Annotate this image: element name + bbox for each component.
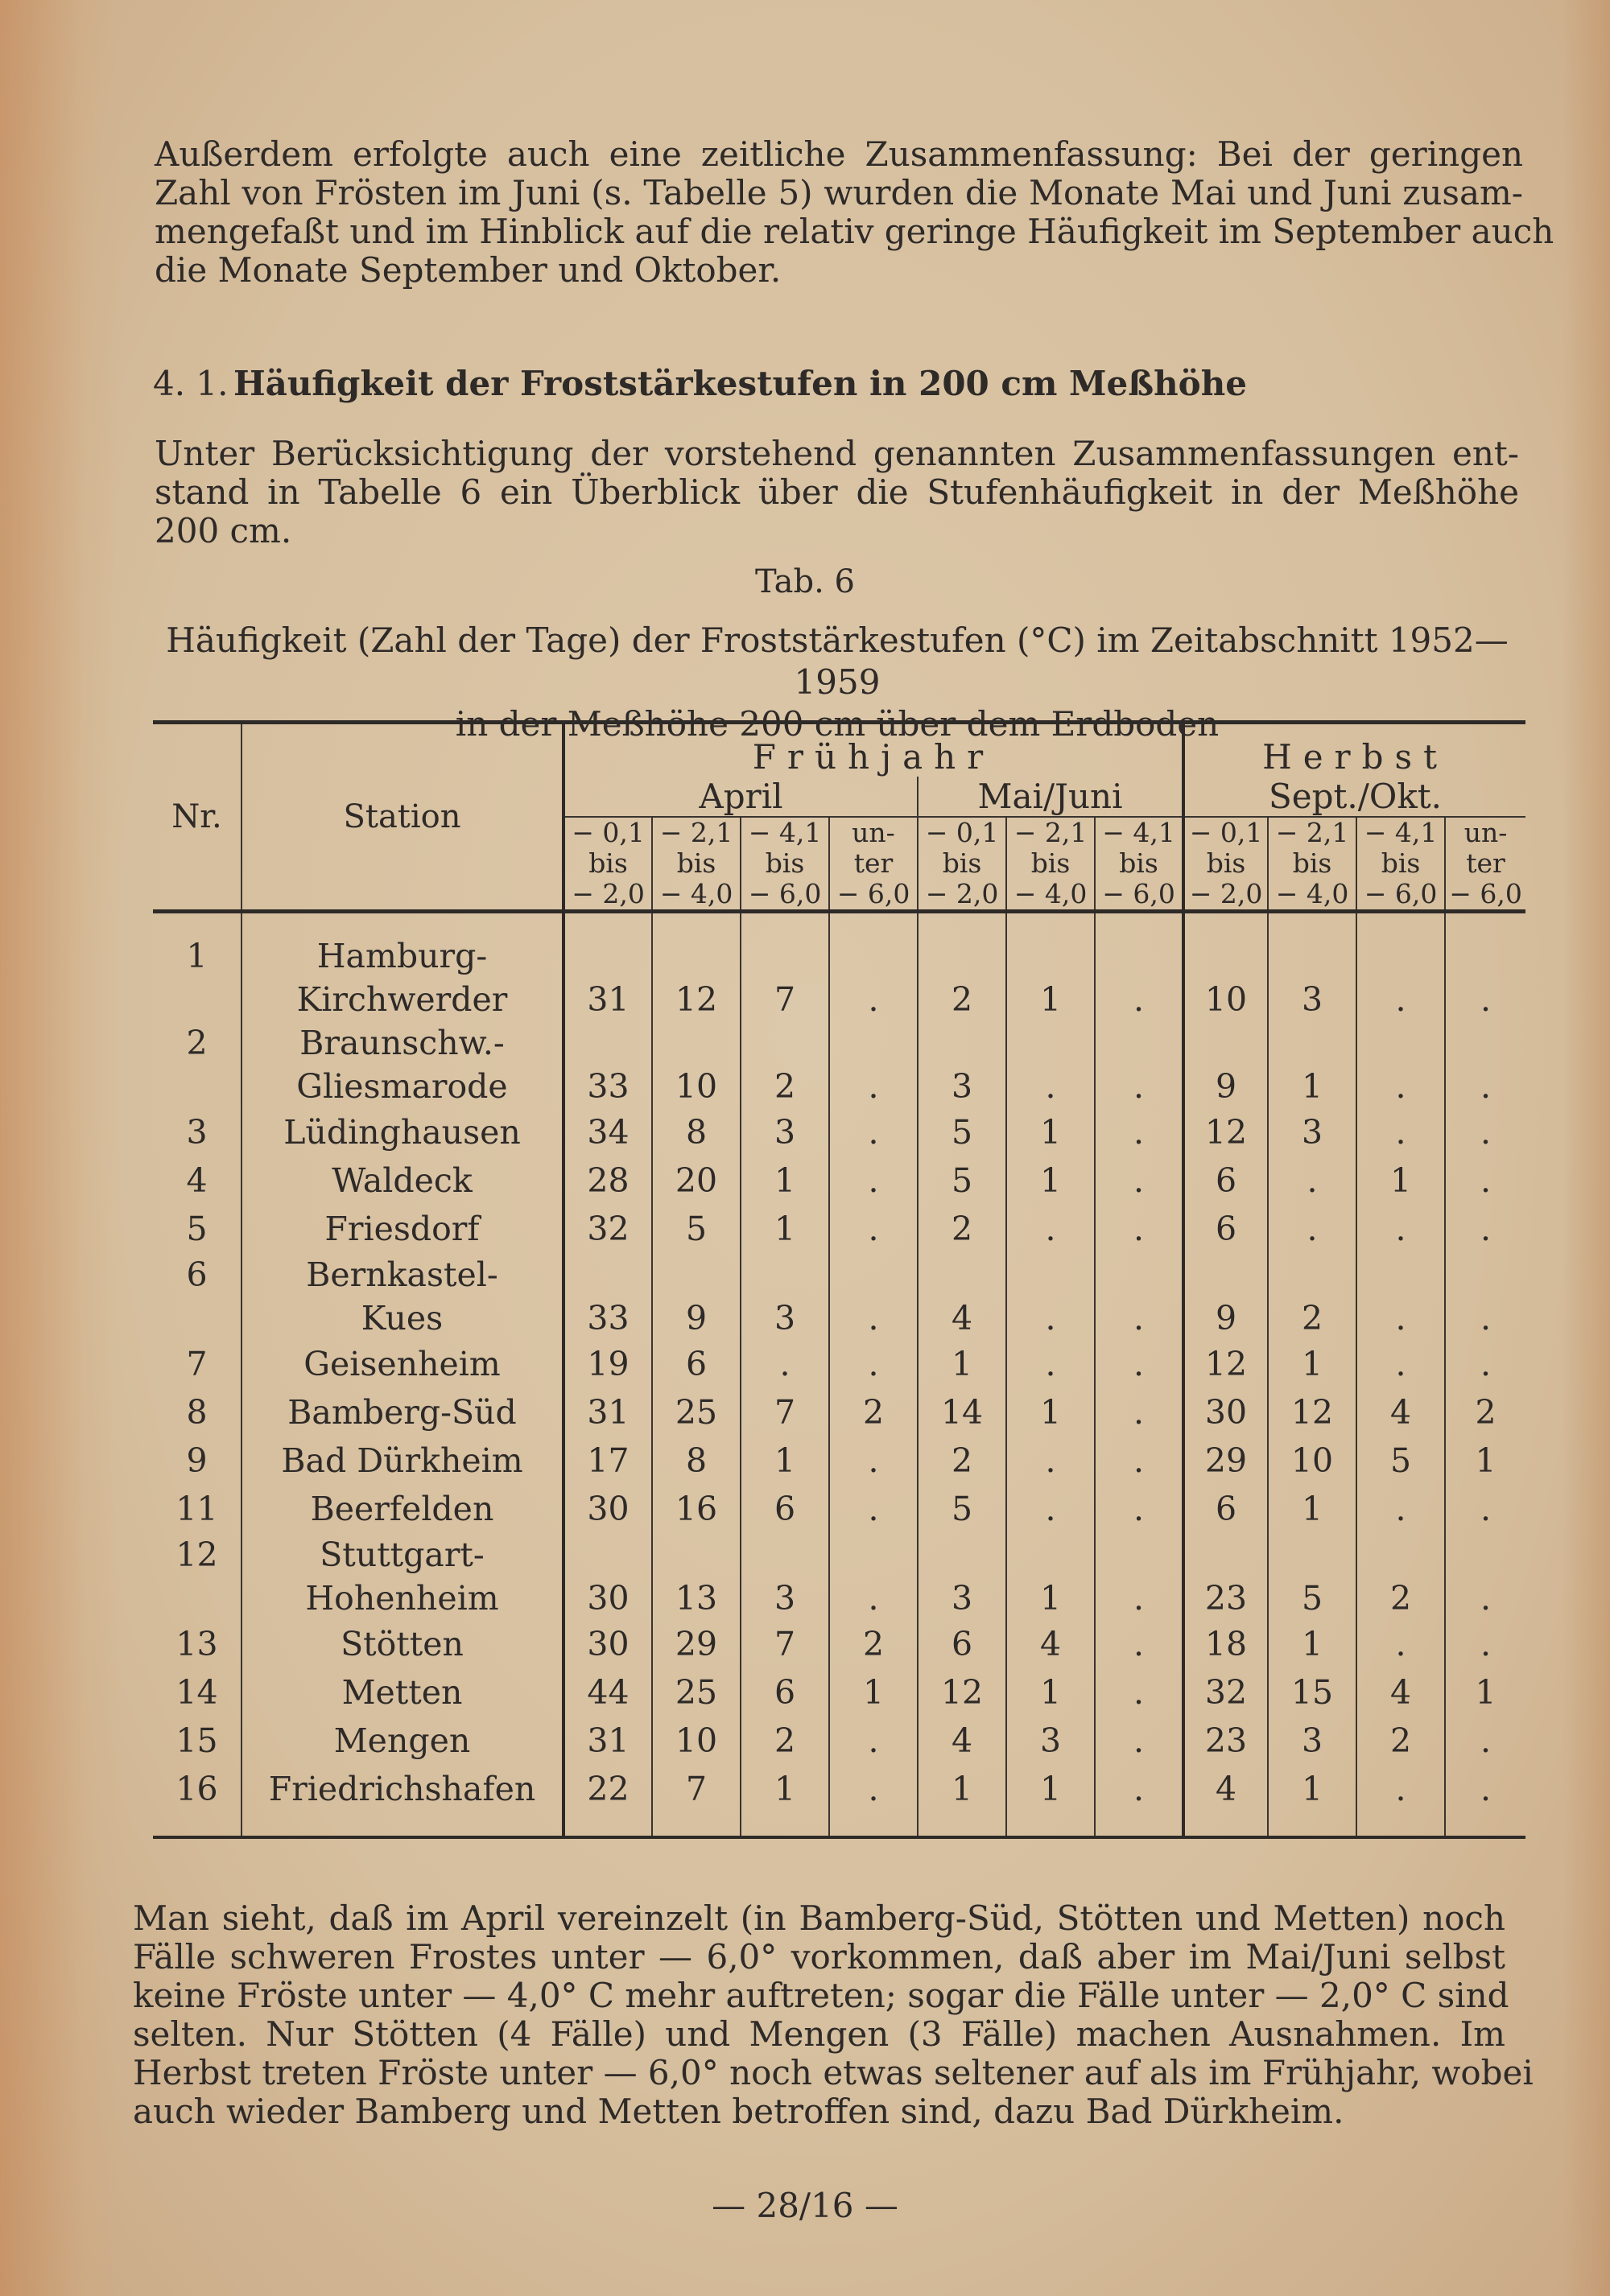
page-edge-shadow-right bbox=[1562, 0, 1610, 2296]
station-number: 11 bbox=[175, 1490, 218, 1528]
station-name bbox=[242, 1108, 564, 1156]
station-name bbox=[242, 1205, 564, 1253]
frequency-cell: 2 bbox=[1356, 1533, 1445, 1620]
frequency-cell: 5 bbox=[1268, 1533, 1356, 1620]
range-header: un- ter − 6,0 bbox=[829, 817, 918, 912]
caption-line: Häufigkeit (Zahl der Tage) der Froststärkestufen (°C) im Zeitabschnitt 1952—1959 bbox=[166, 620, 1509, 702]
frequency-cell: . bbox=[1095, 912, 1183, 1022]
frequency-cell: 1 bbox=[741, 1437, 829, 1485]
table-row bbox=[153, 1156, 1525, 1205]
page-edge-shadow-left bbox=[0, 0, 121, 2296]
frequency-cell: 19 bbox=[564, 1340, 652, 1388]
frequency-cell: 1 bbox=[1268, 1620, 1356, 1668]
frequency-cell: . bbox=[1095, 1021, 1183, 1108]
frequency-cell: 12 bbox=[652, 912, 741, 1022]
station-number: 9 bbox=[186, 1441, 208, 1480]
frequency-cell: . bbox=[1095, 1437, 1183, 1485]
frequency-cell: 2 bbox=[1356, 1717, 1445, 1765]
range-header: − 4,1 bis − 6,0 bbox=[741, 817, 829, 912]
range-header: − 2,1 bis − 4,0 bbox=[1006, 817, 1095, 912]
frequency-cell: 5 bbox=[652, 1205, 741, 1253]
station-name-line: Gliesmarode bbox=[296, 1067, 508, 1106]
frequency-cell: . bbox=[1356, 1205, 1445, 1253]
frequency-cell: 6 bbox=[741, 1485, 829, 1533]
frequency-cell: 14 bbox=[918, 1388, 1006, 1437]
table-row bbox=[153, 1765, 1525, 1836]
frequency-cell: 20 bbox=[652, 1156, 741, 1205]
frequency-cell: 30 bbox=[564, 1620, 652, 1668]
frequency-cell: . bbox=[1095, 1340, 1183, 1388]
text-line: auch wieder Bamberg und Metten betroffen sind, dazu Bad Dürkheim. bbox=[133, 2092, 1344, 2131]
frequency-cell: 15 bbox=[1268, 1668, 1356, 1717]
text-line: Herbst treten Fröste unter — 6,0° noch etwas seltener auf als im Frühjahr, wobei bbox=[133, 2053, 1534, 2092]
frequency-cell: 5 bbox=[918, 1108, 1006, 1156]
frequency-cell: 10 bbox=[1183, 912, 1268, 1022]
frequency-cell: . bbox=[1268, 1156, 1356, 1205]
station-name bbox=[242, 1388, 564, 1437]
table-row bbox=[153, 1717, 1525, 1765]
range-header: − 4,1 bis − 6,0 bbox=[1356, 817, 1445, 912]
frequency-cell: 6 bbox=[1183, 1485, 1268, 1533]
col-group-april: April bbox=[564, 777, 918, 817]
station-name-line: Stuttgart- bbox=[320, 1535, 485, 1574]
section-number: 4. 1. bbox=[153, 364, 229, 403]
frequency-cell: 1 bbox=[1268, 1021, 1356, 1108]
frequency-cell: . bbox=[741, 1340, 829, 1388]
range-header: un- ter − 6,0 bbox=[1445, 817, 1525, 912]
station-name-line: Bad Dürkheim bbox=[281, 1441, 523, 1480]
table-row bbox=[153, 1108, 1525, 1156]
caption-line: in der Meßhöhe 200 cm über dem Erdboden bbox=[455, 704, 1220, 744]
station-name-line: Braunschw.- bbox=[299, 1024, 505, 1062]
frequency-cell: 44 bbox=[564, 1668, 652, 1717]
frequency-cell: . bbox=[1095, 1253, 1183, 1340]
table-row bbox=[153, 1485, 1525, 1533]
table-row bbox=[153, 912, 1525, 1022]
frequency-cell: . bbox=[1356, 1340, 1445, 1388]
frequency-cell: 5 bbox=[918, 1156, 1006, 1205]
frequency-cell: . bbox=[1445, 1108, 1525, 1156]
text-line: 200 cm. bbox=[155, 511, 292, 550]
frequency-cell: 2 bbox=[741, 1717, 829, 1765]
frequency-cell: . bbox=[1095, 1533, 1183, 1620]
frequency-cell: 3 bbox=[1268, 1717, 1356, 1765]
frequency-cell: 2 bbox=[1445, 1388, 1525, 1437]
frequency-cell: . bbox=[1006, 1485, 1095, 1533]
frequency-cell: 1 bbox=[1006, 1765, 1095, 1836]
frequency-cell: 2 bbox=[829, 1620, 918, 1668]
station-number: 7 bbox=[186, 1345, 208, 1383]
frequency-cell: 3 bbox=[1268, 912, 1356, 1022]
frequency-cell: . bbox=[1445, 1620, 1525, 1668]
station-name bbox=[242, 1668, 564, 1717]
frequency-cell: 1 bbox=[1268, 1485, 1356, 1533]
frequency-cell: 3 bbox=[918, 1533, 1006, 1620]
frequency-cell: 1 bbox=[829, 1668, 918, 1717]
section-heading bbox=[153, 364, 1247, 403]
frequency-cell: . bbox=[1095, 1485, 1183, 1533]
frequency-cell: . bbox=[1356, 1620, 1445, 1668]
frequency-cell: 29 bbox=[652, 1620, 741, 1668]
section-title: Häufigkeit der Froststärkestufen in 200 cm Meßhöhe bbox=[233, 364, 1247, 403]
frequency-cell: . bbox=[1006, 1340, 1095, 1388]
frequency-cell: . bbox=[1095, 1108, 1183, 1156]
frequency-cell: . bbox=[1006, 1437, 1095, 1485]
station-number: 14 bbox=[175, 1673, 218, 1712]
frequency-cell: 30 bbox=[564, 1485, 652, 1533]
frequency-cell: . bbox=[1445, 1765, 1525, 1836]
frequency-cell: . bbox=[1445, 1156, 1525, 1205]
station-name-line: Waldeck bbox=[332, 1161, 473, 1200]
station-name bbox=[242, 1437, 564, 1485]
station-number: 13 bbox=[175, 1625, 218, 1663]
text-line: mengefaßt und im Hinblick auf die relativ geringe Häufigkeit im September auch bbox=[155, 212, 1554, 251]
frequency-cell: . bbox=[829, 1437, 918, 1485]
frequency-cell: 6 bbox=[1183, 1205, 1268, 1253]
station-name bbox=[242, 1340, 564, 1388]
station-name-line: Geisenheim bbox=[303, 1345, 501, 1383]
frequency-cell: 25 bbox=[652, 1668, 741, 1717]
station-name bbox=[242, 1717, 564, 1765]
frequency-cell: 4 bbox=[1006, 1620, 1095, 1668]
frequency-cell: . bbox=[829, 1253, 918, 1340]
frequency-cell: . bbox=[1445, 1253, 1525, 1340]
table-row bbox=[153, 1388, 1525, 1437]
page-number: — 28/16 — bbox=[712, 2186, 898, 2225]
frequency-cell: 1 bbox=[1006, 912, 1095, 1022]
frequency-cell: 12 bbox=[918, 1668, 1006, 1717]
frequency-cell: 1 bbox=[741, 1765, 829, 1836]
frequency-cell: 4 bbox=[1183, 1765, 1268, 1836]
station-name bbox=[242, 1156, 564, 1205]
frequency-cell: . bbox=[1095, 1717, 1183, 1765]
frequency-cell: 23 bbox=[1183, 1533, 1268, 1620]
frequency-cell: 6 bbox=[652, 1340, 741, 1388]
frequency-cell: 12 bbox=[1183, 1108, 1268, 1156]
frequency-cell: 2 bbox=[829, 1388, 918, 1437]
frequency-cell: 4 bbox=[1356, 1388, 1445, 1437]
frequency-cell: 30 bbox=[1183, 1388, 1268, 1437]
station-name-line: Metten bbox=[341, 1673, 463, 1712]
col-header-station: Station bbox=[242, 723, 564, 912]
station-number: 4 bbox=[186, 1161, 208, 1200]
frequency-cell: . bbox=[829, 1717, 918, 1765]
frequency-cell: 3 bbox=[741, 1108, 829, 1156]
frequency-cell: 30 bbox=[564, 1533, 652, 1620]
station-name-line: Bamberg-Süd bbox=[287, 1393, 517, 1432]
text-line: selten. Nur Stötten (4 Fälle) und Mengen (3 Fälle) machen Ausnahmen. Im bbox=[133, 2014, 1505, 2054]
range-header: − 4,1 bis − 6,0 bbox=[1095, 817, 1183, 912]
frequency-cell: 1 bbox=[1006, 1533, 1095, 1620]
frequency-cell: 6 bbox=[741, 1668, 829, 1717]
station-name-line: Kirchwerder bbox=[296, 980, 508, 1019]
frequency-cell: . bbox=[1356, 1021, 1445, 1108]
frequency-cell: . bbox=[1095, 1620, 1183, 1668]
frequency-cell: . bbox=[829, 1765, 918, 1836]
station-name-line: Friedrichshafen bbox=[268, 1770, 536, 1808]
frost-frequency-table bbox=[153, 720, 1525, 1839]
frequency-cell: . bbox=[829, 1021, 918, 1108]
frequency-cell: 1 bbox=[1006, 1668, 1095, 1717]
range-header: − 0,1 bis − 2,0 bbox=[918, 817, 1006, 912]
frequency-cell: 1 bbox=[741, 1205, 829, 1253]
station-name-line: Kues bbox=[361, 1299, 444, 1338]
frequency-cell: . bbox=[1356, 1765, 1445, 1836]
frequency-cell: 4 bbox=[918, 1717, 1006, 1765]
frequency-cell: . bbox=[1006, 1205, 1095, 1253]
frequency-cell: 7 bbox=[741, 912, 829, 1022]
frequency-cell: . bbox=[1095, 1668, 1183, 1717]
frequency-cell: 31 bbox=[564, 912, 652, 1022]
frequency-cell: 4 bbox=[1356, 1668, 1445, 1717]
frequency-cell: 3 bbox=[1268, 1108, 1356, 1156]
frequency-cell: 9 bbox=[1183, 1253, 1268, 1340]
range-header: − 0,1 bis − 2,0 bbox=[1183, 817, 1268, 912]
frequency-cell: . bbox=[1268, 1205, 1356, 1253]
col-group-spring: Frühjahr bbox=[564, 723, 1183, 777]
frequency-cell: . bbox=[1445, 1021, 1525, 1108]
station-name-line: Friesdorf bbox=[324, 1210, 480, 1248]
frequency-cell: . bbox=[1356, 1108, 1445, 1156]
station-name bbox=[242, 1620, 564, 1668]
table-row bbox=[153, 1021, 1525, 1108]
frequency-cell: . bbox=[829, 1340, 918, 1388]
station-name-line: Hohenheim bbox=[305, 1579, 499, 1618]
frequency-cell: 6 bbox=[918, 1620, 1006, 1668]
frequency-cell: 2 bbox=[918, 1205, 1006, 1253]
frequency-cell: 9 bbox=[1183, 1021, 1268, 1108]
station-number: 1 bbox=[186, 937, 208, 975]
station-name bbox=[242, 912, 564, 1022]
frequency-cell: 4 bbox=[918, 1253, 1006, 1340]
col-group-sept-okt: Sept./Okt. bbox=[1183, 777, 1525, 817]
frequency-cell: 2 bbox=[918, 912, 1006, 1022]
frequency-cell: 1 bbox=[1006, 1156, 1095, 1205]
frequency-cell: . bbox=[1095, 1388, 1183, 1437]
range-header: − 2,1 bis − 4,0 bbox=[652, 817, 741, 912]
text-line: Unter Berücksichtigung der vorstehend genannten Zusammenfassungen ent- bbox=[155, 434, 1519, 473]
table-row bbox=[153, 1340, 1525, 1388]
frequency-cell: 3 bbox=[741, 1253, 829, 1340]
frequency-cell: 2 bbox=[741, 1021, 829, 1108]
station-name bbox=[242, 1533, 564, 1620]
frequency-cell: 33 bbox=[564, 1021, 652, 1108]
frequency-cell: 29 bbox=[1183, 1437, 1268, 1485]
frequency-cell: 3 bbox=[1006, 1717, 1095, 1765]
station-number: 2 bbox=[186, 1024, 208, 1062]
station-number: 3 bbox=[186, 1113, 208, 1152]
frequency-cell: 10 bbox=[652, 1021, 741, 1108]
station-name-line: Beerfelden bbox=[310, 1490, 494, 1528]
frequency-cell: 1 bbox=[1268, 1340, 1356, 1388]
intro-paragraph bbox=[155, 134, 1554, 290]
station-name-line: Hamburg- bbox=[316, 937, 488, 975]
text-line: Fälle schweren Frostes unter — 6,0° vorkommen, daß aber im Mai/Juni selbst bbox=[133, 1937, 1505, 1977]
table-row bbox=[153, 1253, 1525, 1340]
range-header: − 0,1 bis − 2,0 bbox=[564, 817, 652, 912]
frequency-cell: 23 bbox=[1183, 1717, 1268, 1765]
frequency-cell: 6 bbox=[1183, 1156, 1268, 1205]
frequency-cell: 8 bbox=[652, 1108, 741, 1156]
frequency-cell: 3 bbox=[918, 1021, 1006, 1108]
frequency-cell: 28 bbox=[564, 1156, 652, 1205]
col-header-nr: Nr. bbox=[171, 798, 222, 835]
frequency-cell: 17 bbox=[564, 1437, 652, 1485]
station-name-line: Lüdinghausen bbox=[283, 1113, 521, 1152]
frequency-cell: . bbox=[1356, 912, 1445, 1022]
table-row bbox=[153, 1533, 1525, 1620]
frequency-cell: 1 bbox=[1445, 1668, 1525, 1717]
frequency-cell: 7 bbox=[741, 1620, 829, 1668]
frequency-cell: 1 bbox=[1268, 1765, 1356, 1836]
frequency-cell: . bbox=[1356, 1253, 1445, 1340]
frequency-cell: . bbox=[1095, 1205, 1183, 1253]
station-name-line: Stötten bbox=[341, 1625, 464, 1663]
table-row bbox=[153, 1437, 1525, 1485]
frequency-cell: . bbox=[1445, 1717, 1525, 1765]
station-name bbox=[242, 1485, 564, 1533]
frequency-cell: 1 bbox=[918, 1340, 1006, 1388]
station-name-line: Mengen bbox=[333, 1721, 471, 1760]
table-bottom-rule bbox=[153, 1836, 1525, 1837]
text-line: die Monate September und Oktober. bbox=[155, 250, 782, 290]
table-row bbox=[153, 1205, 1525, 1253]
frequency-cell: . bbox=[829, 912, 918, 1022]
text-line: Man sieht, daß im April vereinzelt (in Bamberg-Süd, Stötten und Metten) noch bbox=[133, 1898, 1505, 1938]
frequency-cell: . bbox=[1356, 1485, 1445, 1533]
frequency-cell: 9 bbox=[652, 1253, 741, 1340]
frequency-cell: 2 bbox=[918, 1437, 1006, 1485]
frequency-cell: 32 bbox=[1183, 1668, 1268, 1717]
frequency-cell: 3 bbox=[741, 1533, 829, 1620]
frequency-cell: 5 bbox=[1356, 1437, 1445, 1485]
table-row bbox=[153, 1668, 1525, 1717]
station-number: 12 bbox=[175, 1535, 218, 1574]
frequency-cell: 34 bbox=[564, 1108, 652, 1156]
frequency-cell: . bbox=[1445, 1340, 1525, 1388]
frequency-cell: 1 bbox=[1445, 1437, 1525, 1485]
conclusion-paragraph bbox=[133, 1898, 1534, 2131]
frequency-cell: 10 bbox=[652, 1717, 741, 1765]
col-group-autumn: Herbst bbox=[1183, 723, 1525, 777]
frequency-cell: 12 bbox=[1268, 1388, 1356, 1437]
frequency-cell: 18 bbox=[1183, 1620, 1268, 1668]
frequency-cell: 31 bbox=[564, 1717, 652, 1765]
frequency-cell: . bbox=[829, 1533, 918, 1620]
frequency-cell: 1 bbox=[918, 1765, 1006, 1836]
frequency-cell: 25 bbox=[652, 1388, 741, 1437]
frequency-cell: 1 bbox=[1356, 1156, 1445, 1205]
frequency-cell: . bbox=[1095, 1765, 1183, 1836]
frequency-cell: 12 bbox=[1183, 1340, 1268, 1388]
frequency-cell: 16 bbox=[652, 1485, 741, 1533]
frequency-cell: . bbox=[829, 1485, 918, 1533]
frequency-cell: 5 bbox=[918, 1485, 1006, 1533]
frequency-cell: 1 bbox=[1006, 1108, 1095, 1156]
col-group-mai-juni: Mai/Juni bbox=[918, 777, 1183, 817]
frequency-cell: . bbox=[1445, 1533, 1525, 1620]
frequency-cell: . bbox=[829, 1205, 918, 1253]
station-name-line: Bernkastel- bbox=[306, 1255, 498, 1294]
station-name bbox=[242, 1765, 564, 1836]
text-line: keine Fröste unter — 4,0° C mehr auftreten; sogar die Fälle unter — 2,0° C sind bbox=[133, 1976, 1509, 2015]
frequency-cell: . bbox=[1006, 1021, 1095, 1108]
frequency-cell: . bbox=[1445, 912, 1525, 1022]
station-number: 6 bbox=[186, 1255, 208, 1294]
frequency-cell: 33 bbox=[564, 1253, 652, 1340]
station-name bbox=[242, 1253, 564, 1340]
frequency-cell: 8 bbox=[652, 1437, 741, 1485]
table-body bbox=[153, 912, 1525, 1838]
frequency-cell: 22 bbox=[564, 1765, 652, 1836]
frequency-cell: 1 bbox=[741, 1156, 829, 1205]
frequency-cell: 32 bbox=[564, 1205, 652, 1253]
frequency-cell: 2 bbox=[1268, 1253, 1356, 1340]
table-header bbox=[153, 723, 1525, 912]
frequency-cell: . bbox=[1445, 1485, 1525, 1533]
station-number: 16 bbox=[175, 1770, 218, 1808]
frequency-cell: 7 bbox=[652, 1765, 741, 1836]
frequency-cell: . bbox=[829, 1108, 918, 1156]
frequency-cell: . bbox=[1095, 1156, 1183, 1205]
range-header: − 2,1 bis − 4,0 bbox=[1268, 817, 1356, 912]
frequency-cell: . bbox=[1006, 1253, 1095, 1340]
station-number: 15 bbox=[175, 1721, 218, 1760]
frequency-cell: 10 bbox=[1268, 1437, 1356, 1485]
frequency-cell: 7 bbox=[741, 1388, 829, 1437]
text-line: Zahl von Frösten im Juni (s. Tabelle 5) wurden die Monate Mai und Juni zusam- bbox=[155, 173, 1523, 212]
station-name bbox=[242, 1021, 564, 1108]
text-line: Außerdem erfolgte auch eine zeitliche Zusammenfassung: Bei der geringen bbox=[155, 134, 1523, 174]
frequency-cell: 13 bbox=[652, 1533, 741, 1620]
table-row bbox=[153, 1620, 1525, 1668]
table-intro-paragraph bbox=[155, 435, 1519, 550]
frequency-cell: . bbox=[829, 1156, 918, 1205]
frequency-cell: 1 bbox=[1006, 1388, 1095, 1437]
station-number: 5 bbox=[186, 1210, 208, 1248]
text-line: stand in Tabelle 6 ein Überblick über die Stufenhäufigkeit in der Meßhöhe bbox=[155, 472, 1519, 512]
table-label: Tab. 6 bbox=[755, 563, 855, 600]
station-number: 8 bbox=[186, 1393, 208, 1432]
frequency-cell: . bbox=[1445, 1205, 1525, 1253]
frequency-cell: 31 bbox=[564, 1388, 652, 1437]
